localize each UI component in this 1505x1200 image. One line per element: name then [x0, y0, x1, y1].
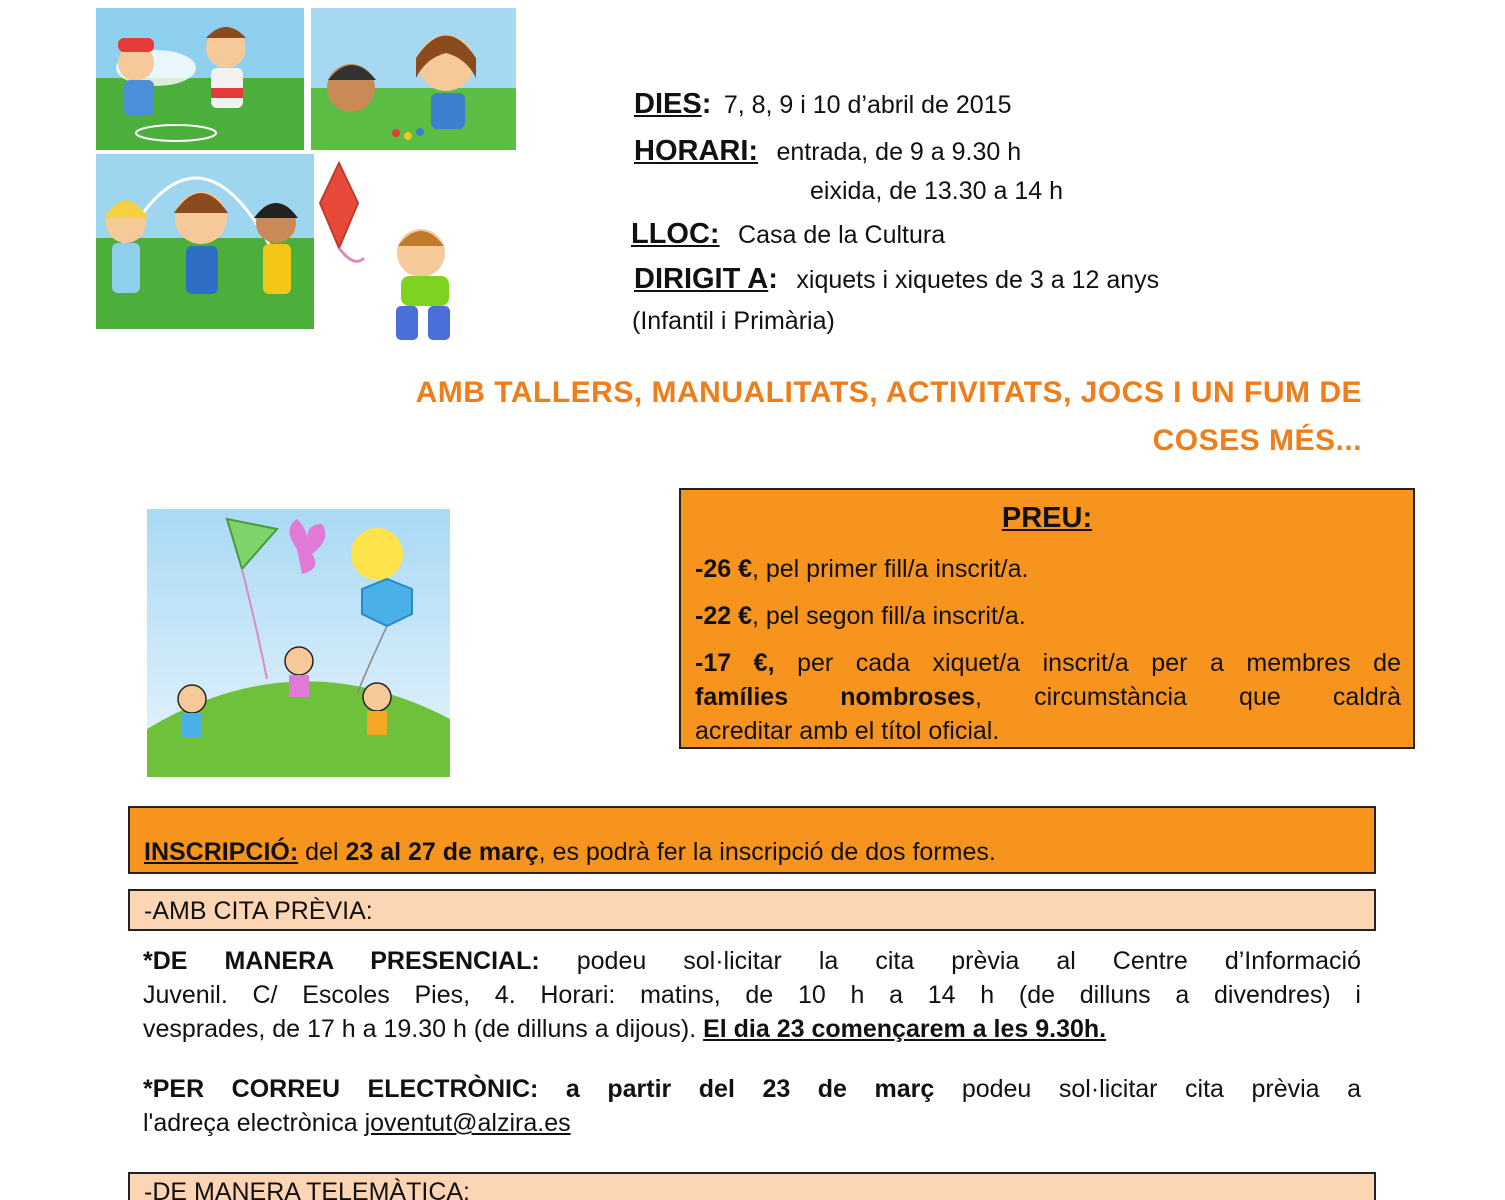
price-item-2-amount: -22 € [695, 602, 752, 630]
price-item-3-amount: -17 €, [695, 649, 775, 677]
lloc-value: Casa de la Cultura [738, 221, 946, 249]
telematica-box [128, 1172, 1376, 1200]
dies-value: 7, 8, 9 i 10 d’abril de 2015 [723, 91, 1012, 119]
telematica-heading: -DE MANERA TELEMÀTICA: [144, 1178, 470, 1200]
cita-previa-heading: -AMB CITA PRÈVIA: [144, 897, 373, 925]
price-title: PREU: [1001, 502, 1093, 534]
dirigit-label: DIRIGIT A [634, 263, 769, 295]
presencial-note: El dia 23 començarem a les 9.30h. [703, 1015, 1107, 1043]
dies-colon: : [701, 88, 712, 120]
price-item-3-text-b: , circumstància que caldrà [975, 683, 1401, 711]
correu-text-2: l'adreça electrònica [143, 1109, 358, 1137]
presencial-text-3: vesprades, de 17 h a 19.30 h (de dilluns a dijous). [143, 1015, 697, 1043]
inscripcio-line [144, 838, 996, 867]
presencial-line-2: Juvenil. C/ Escoles Pies, 4. Horari: matins, de 10 h a 14 h (de dilluns a divendres) i [143, 981, 1361, 1009]
horari-entrada: entrada, de 9 a 9.30 h [776, 138, 1022, 166]
correu-text-1: podeu sol·licitar cita prèvia a [961, 1075, 1361, 1103]
price-item-1 [695, 552, 1401, 586]
price-item-2-text: , pel segon fill/a inscrit/a. [751, 602, 1026, 630]
price-item-2 [695, 599, 1401, 633]
price-item-1-amount: -26 € [695, 555, 752, 583]
dies-line [634, 88, 1012, 121]
presencial-label: *DE MANERA PRESENCIAL: [143, 947, 540, 975]
price-item-3-bold: famílies nombroses [695, 683, 975, 711]
correu-label: *PER CORREU ELECTRÒNIC: a partir del 23 de març [143, 1075, 935, 1103]
children-playing-illustration [96, 8, 516, 353]
dirigit-colon: : [768, 263, 778, 295]
dies-label: DIES [634, 88, 702, 120]
kites-illustration [147, 509, 450, 777]
horari-line [634, 135, 1021, 168]
price-item-3-line-1 [695, 646, 1401, 680]
dirigit-note: (Infantil i Primària) [632, 307, 835, 335]
horari-label: HORARI: [634, 135, 759, 167]
presencial-line-3 [143, 1012, 1361, 1046]
horari-eixida: eixida, de 13.30 a 14 h [810, 177, 1063, 205]
lloc-line [631, 218, 945, 251]
price-item-3-line-2 [695, 680, 1401, 714]
correu-line-1 [143, 1072, 1361, 1106]
correu-line-2 [143, 1106, 1361, 1140]
price-item-3-line-3: acreditar amb el títol oficial. [695, 717, 1000, 745]
slogan-line-2: COSES MÉS... [1152, 424, 1362, 457]
dirigit-line [634, 263, 1159, 296]
email-link[interactable]: joventut@alzira.es [364, 1109, 571, 1137]
inscripcio-box [128, 806, 1376, 874]
lloc-label: LLOC: [631, 218, 720, 250]
price-item-1-text: , pel primer fill/a inscrit/a. [751, 555, 1029, 583]
dirigit-value: xiquets i xiquetes de 3 a 12 anys [796, 266, 1160, 294]
presencial-text-1: podeu sol·licitar la cita prèvia al Centre d’Informació [576, 947, 1361, 975]
price-item-3-text-a: per cada xiquet/a inscrit/a per a membres de [797, 649, 1401, 677]
presencial-line-1 [143, 944, 1361, 978]
price-box [679, 488, 1415, 749]
inscripcio-text-a: del [298, 838, 346, 866]
slogan-line-1: AMB TALLERS, MANUALITATS, ACTIVITATS, JOCS I UN FUM DE [415, 376, 1362, 409]
inscripcio-dates: 23 al 27 de març [345, 838, 539, 866]
inscripcio-label: INSCRIPCIÓ: [144, 838, 299, 866]
inscripcio-text-b: , es podrà fer la inscripció de dos formes. [538, 838, 996, 866]
cita-previa-box [128, 889, 1376, 931]
